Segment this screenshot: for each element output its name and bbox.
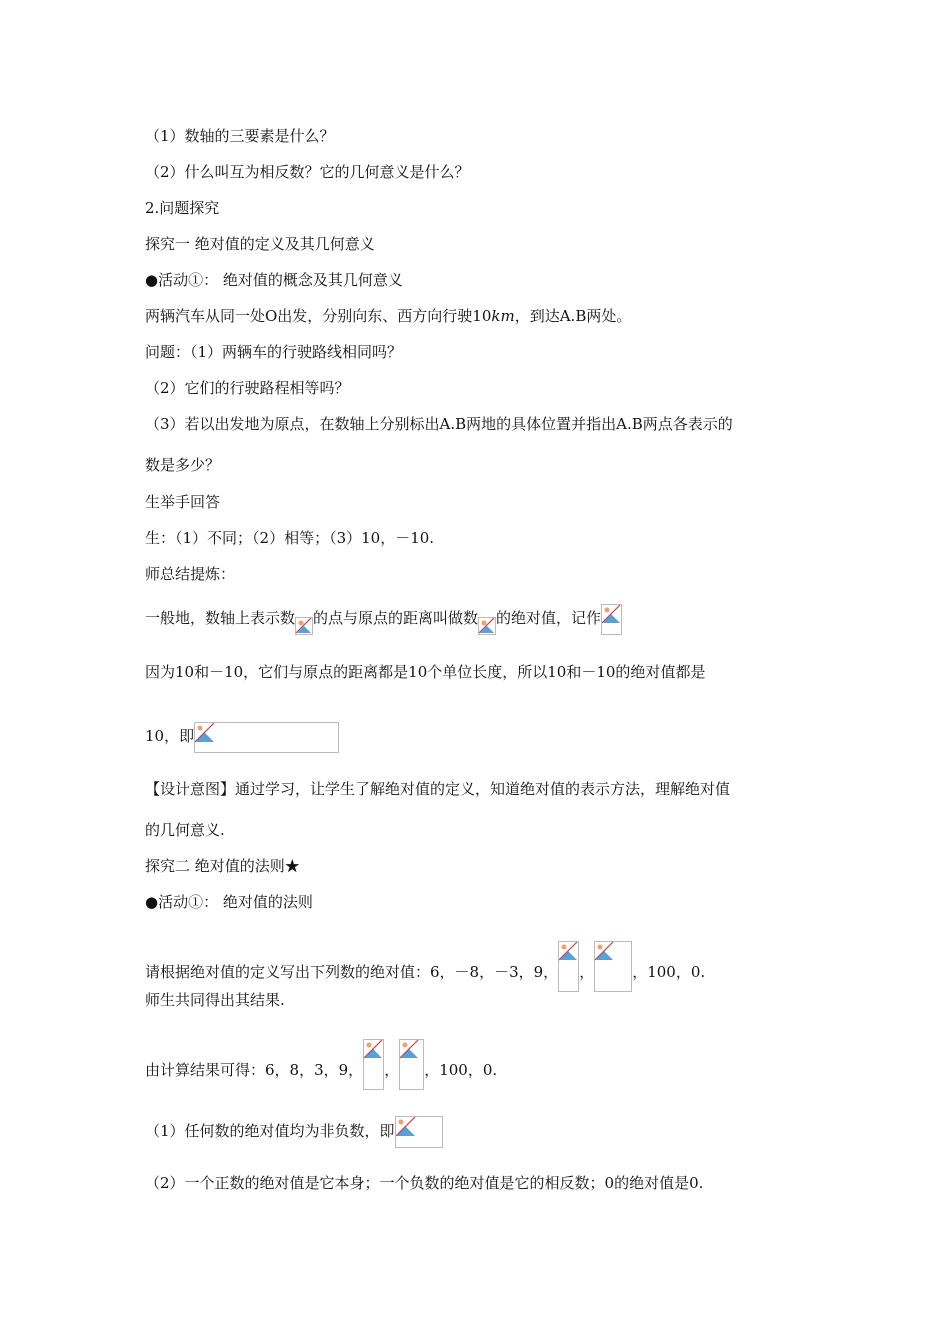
broken-image-icon (363, 1039, 384, 1090)
definition-text-a: 一般地，数轴上表示数 (145, 609, 296, 627)
broken-image-icon (194, 722, 339, 753)
teacher-summary: 师总结提炼： (145, 565, 236, 583)
design-intent-line-2: 的几何意义. (145, 821, 225, 839)
student-answer: 生：（1）不同；（2）相等；（3）10，－10. (145, 529, 435, 547)
explore-1-heading: 探究一 绝对值的定义及其几何意义 (145, 235, 375, 253)
cars-text-b: ，到达A.B两处。 (514, 307, 632, 325)
explore-2-heading: 探究二 绝对值的法则★ (145, 857, 300, 875)
broken-image-icon (399, 1039, 424, 1090)
question-2: （2）什么叫互为相反数？它的几何意义是什么？ (145, 163, 470, 181)
together-line: 师生共同得出其结果. (145, 991, 285, 1009)
exercise-end: ，100，0. (632, 963, 706, 981)
question-1: （1）数轴的三要素是什么？ (145, 127, 335, 145)
broken-image-icon (295, 617, 313, 635)
broken-image-icon (558, 941, 579, 992)
exercise-comma: ， (579, 963, 595, 981)
ask-3-line-2: 数是多少？ (145, 456, 221, 474)
definition-text-c: 的绝对值，记作 (496, 609, 602, 627)
broken-image-icon (395, 1116, 443, 1148)
broken-image-icon (478, 617, 496, 635)
unit-km: km (491, 307, 515, 325)
result-paragraph (145, 1039, 497, 1090)
result-end: ，100，0. (424, 1061, 498, 1079)
activity-1-heading: ●活动①： 绝对值的概念及其几何意义 (145, 271, 403, 289)
ask-2: （2）它们的行驶路程相等吗？ (145, 379, 350, 397)
cars-paragraph (145, 306, 631, 326)
rule-1 (145, 1116, 443, 1148)
ie-line (145, 722, 339, 753)
rule-2: （2）一个正数的绝对值是它本身；一个负数的绝对值是它的相反数；0的绝对值是0. (145, 1174, 704, 1192)
because-paragraph: 因为10和－10，它们与原点的距离都是10个单位长度，所以10和－10的绝对值都是 (145, 663, 706, 681)
cars-text-a: 两辆汽车从同一处O出发，分别向东、西方向行驶10 (145, 307, 492, 325)
rule-1-text: （1）任何数的绝对值均为非负数，即 (145, 1122, 395, 1140)
result-text: 由计算结果可得：6，8，3，9， (145, 1061, 364, 1079)
section-heading: 2.问题探究 (145, 199, 220, 217)
ask-3-line-1: （3）若以出发地为原点，在数轴上分别标出A.B两地的具体位置并指出A.B两点各表示的 (145, 415, 733, 433)
design-intent-line-1: 【设计意图】通过学习，让学生了解绝对值的定义，知道绝对值的表示方法，理解绝对值 (145, 780, 731, 798)
broken-image-icon (594, 941, 632, 992)
exercise-text: 请根据绝对值的定义写出下列数的绝对值：6，－8，－3，9， (145, 963, 559, 981)
activity-2-heading: ●活动①： 绝对值的法则 (145, 893, 313, 911)
ie-text: 10，即 (145, 727, 195, 745)
raise-hands: 生举手回答 (145, 493, 221, 511)
definition-paragraph (145, 604, 622, 635)
broken-image-icon (601, 604, 622, 635)
result-comma: ， (384, 1061, 400, 1079)
ask-1: 问题：（1）两辆车的行驶路线相同吗？ (145, 343, 403, 361)
exercise-paragraph (145, 941, 705, 992)
definition-text-b: 的点与原点的距离叫做数 (313, 609, 479, 627)
